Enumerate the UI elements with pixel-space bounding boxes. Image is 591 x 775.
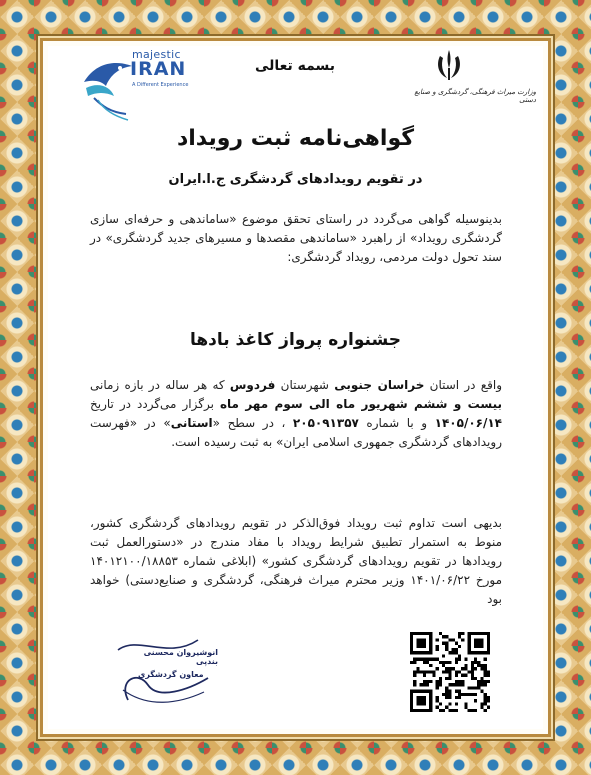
logo-tagline: A Different Experience <box>132 82 189 88</box>
details-text: شهرستان <box>275 378 335 392</box>
event-name: جشنواره پرواز کاغذ بادها <box>189 330 402 350</box>
details-paragraph <box>90 376 502 452</box>
bird-icon <box>76 52 136 122</box>
iran-emblem-icon <box>434 48 464 84</box>
bismillah-heading: بسمه تعالی <box>254 58 336 74</box>
event-period: بیست و ششم شهریور ماه الی سوم مهر ماه <box>219 397 502 411</box>
details-text: که هر ساله در بازه زمانی <box>90 378 230 392</box>
signer-title: معاون گردشگری <box>138 670 204 679</box>
ministry-logo <box>400 48 540 118</box>
certificate-title: گواهی‌نامه ثبت رویداد <box>176 126 415 151</box>
logo-text-big: IRAN <box>130 58 187 80</box>
qr-code[interactable] <box>410 632 490 712</box>
details-text: واقع در استان <box>424 378 503 392</box>
details-text: برگزار می‌گردد در تاریخ <box>90 397 220 411</box>
event-level: استانی <box>170 416 213 430</box>
signer-name: انوشیروان محسنی بندپی <box>143 648 218 666</box>
city: فردوس <box>229 378 276 392</box>
ministry-name: وزارت میراث فرهنگی، گردشگری و صنایع دستی <box>414 88 536 104</box>
registration-number: ۲۰۵۰۹۱۳۵۷ <box>292 416 359 430</box>
details-text: ، در سطح « <box>212 416 293 430</box>
majestic-iran-logo <box>76 46 206 126</box>
logo-text-small: majestic <box>132 48 181 61</box>
details-text: » در «فهرست رویدادهای گردشگری جمهوری اسلامی ایران» به ثبت رسیده است. <box>90 416 502 449</box>
details-text: و با شماره <box>358 416 435 430</box>
signature-block <box>108 630 218 710</box>
registration-date: ۱۴۰۵/۰۶/۱۴ <box>434 416 502 430</box>
province: خراسان جنوبی <box>334 378 425 392</box>
intro-paragraph: بدینوسیله گواهی می‌گردد در راستای تحقق موضوع «ساماندهی و حرفه‌ای سازی گردشگری رویداد» از راهبرد «ساماندهی مقصدها و مسیرهای جدید گردشگری» در سند تحول دولت مردمی، رویداد گردشگری: <box>90 212 502 264</box>
certificate-subtitle: در تقویم رویدادهای گردشگری ج.ا.ایران <box>168 172 423 187</box>
closing-paragraph: بدیهی است تداوم ثبت رویداد فوق‌الذکر در تقویم رویدادهای گردشگری کشور، منوط به استمرار تطبیق شرایط رویداد با مفاد مندرج در «دستورالعمل ثبت رویدادها در تقویم رویدادهای گردشگری کشور» (ابلاغی شماره ۱۴۰۱۲۱۰۰/۱۸۸۵۳ مورخ ۱۴۰۱/۰۶/۲۲ وزیر محترم میراث فرهنگی، گردشگری و صنایع‌دستی) خواهد بود <box>90 516 502 606</box>
qr-code-icon <box>410 632 490 712</box>
